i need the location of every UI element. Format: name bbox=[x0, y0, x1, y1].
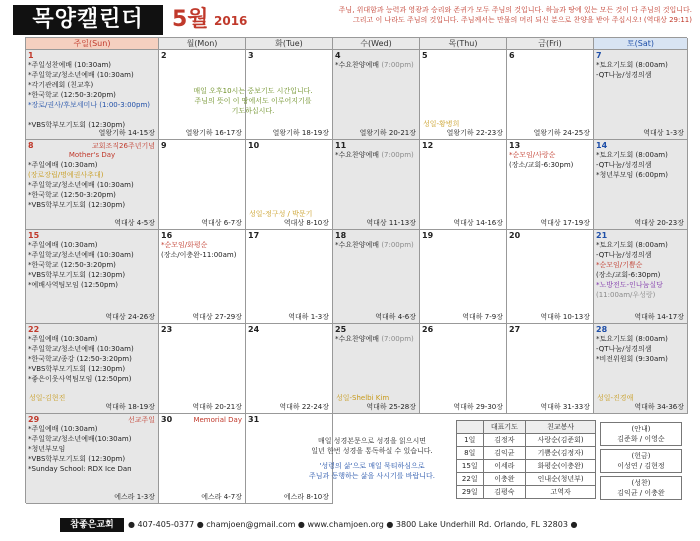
duty-cell: 29일 bbox=[457, 486, 484, 499]
guide-label: (성찬) bbox=[631, 479, 651, 487]
duty-note: 성일-Shelbi Kim bbox=[336, 394, 390, 402]
event-line bbox=[28, 281, 156, 290]
event-text: *토요기도회 (8:00am) bbox=[596, 335, 668, 343]
event-line bbox=[596, 271, 685, 280]
month-label: 5월 bbox=[172, 7, 209, 32]
event-line bbox=[596, 71, 685, 80]
bible-reading: 역대상 6-7장 bbox=[201, 219, 242, 227]
day-number: 30 bbox=[161, 415, 173, 424]
event-text: *VBS학부모기도회 (12:30pm) bbox=[28, 365, 126, 373]
duty-cell: 이충완 bbox=[483, 473, 526, 486]
weekday-header: 금(Fri) bbox=[507, 38, 594, 50]
guide-names: 김익균 / 이충완 bbox=[617, 489, 665, 497]
guide-box bbox=[600, 476, 682, 500]
bible-reading: 역대하 20-21장 bbox=[192, 403, 242, 411]
duty-cell: 8일 bbox=[457, 447, 484, 460]
event-text: *한국학교 (12:50-3:20pm) bbox=[28, 261, 116, 269]
guide-names: 이성연 / 김현정 bbox=[617, 462, 665, 470]
bible-reading: 역대상 17-19장 bbox=[540, 219, 590, 227]
duty-cell: 기쁨순(김정자) bbox=[526, 447, 596, 460]
bible-reading: 역대하 14-17장 bbox=[634, 313, 684, 321]
event-text: *주일예배 (10:30am) bbox=[28, 425, 98, 433]
event-line bbox=[509, 161, 591, 170]
event-time: (7:00pm) bbox=[381, 335, 414, 343]
event-text: *순모임/화평순 bbox=[161, 241, 208, 249]
duty-row bbox=[457, 473, 596, 486]
event-line bbox=[28, 81, 156, 90]
day-number: 3 bbox=[248, 51, 254, 60]
day-cell bbox=[594, 324, 688, 414]
day-number: 28 bbox=[596, 325, 608, 334]
bible-reading: 역대하 34-36장 bbox=[634, 403, 684, 411]
duty-row bbox=[457, 434, 596, 447]
event-text: *청년부모임 bbox=[28, 445, 66, 453]
day-event-title: 교회조직26주년기념 bbox=[91, 142, 155, 150]
event-time: (7:00pm) bbox=[381, 241, 414, 249]
day-number: 7 bbox=[596, 51, 602, 60]
prayer-note bbox=[183, 86, 323, 116]
calendar-title: 목양캘린더 bbox=[13, 5, 163, 35]
day-number: 25 bbox=[335, 325, 347, 334]
event-text: *수요찬양예배 bbox=[335, 241, 382, 249]
verse-line: 그리고 이 나라도 주님의 것입니다. 주님께서는 만물의 머리 되신 분으로 찬양을 받아 주십시오! (역대상 29:11) bbox=[352, 16, 692, 24]
event-line bbox=[596, 291, 685, 300]
duty-cell: 인내순(청년부) bbox=[526, 473, 596, 486]
event-text: *비전위원회 (9:30am) bbox=[596, 355, 668, 363]
event-text: *한국학교/종강 (12:50-3:20pm) bbox=[28, 355, 132, 363]
bible-reading: 에스라 8-10장 bbox=[283, 493, 329, 501]
bible-reading: 역대하 25-28장 bbox=[366, 403, 416, 411]
notice-line: 일년 한번 성경을 통독하실 수 있습니다. bbox=[311, 447, 433, 455]
event-text: *한국학교 (12:50-3:20pm) bbox=[28, 91, 116, 99]
day-number: 27 bbox=[509, 325, 521, 334]
weekday-header: 월(Mon) bbox=[159, 38, 246, 50]
event-text: *노방전도-인나눔실당 bbox=[596, 281, 663, 289]
event-line bbox=[596, 161, 685, 170]
event-line bbox=[596, 241, 685, 250]
event-text: *주일학교/청소년예배 (10:30am) bbox=[28, 181, 134, 189]
day-cell bbox=[420, 230, 507, 324]
year-label: 2016 bbox=[214, 14, 248, 28]
event-line bbox=[335, 241, 417, 250]
day-cell bbox=[420, 324, 507, 414]
day-number: 6 bbox=[509, 51, 515, 60]
event-line bbox=[28, 71, 156, 80]
event-text: *주일학교/청소년예배 (10:30am) bbox=[28, 345, 134, 353]
event-text: *수요찬양예배 bbox=[335, 61, 382, 69]
event-line bbox=[335, 151, 417, 160]
duty-row bbox=[457, 447, 596, 460]
event-text: *주일예배 (10:30am) bbox=[28, 241, 98, 249]
event-line bbox=[596, 171, 685, 180]
event-text: -QT나눔/성경의샘 bbox=[596, 161, 652, 169]
event-line bbox=[28, 375, 156, 384]
event-line bbox=[596, 151, 685, 160]
duty-header: 대표기도 bbox=[483, 421, 526, 434]
bible-reading: 역대하 1-3장 bbox=[288, 313, 329, 321]
event-line bbox=[596, 281, 685, 290]
day-number: 1 bbox=[28, 51, 34, 60]
duty-table bbox=[456, 420, 596, 499]
event-text: -QT나눔/성경의샘 bbox=[596, 71, 652, 79]
day-cell bbox=[507, 140, 594, 230]
weekday-header: 토(Sat) bbox=[594, 38, 688, 50]
duty-cell: 사랑순(김준회) bbox=[526, 434, 596, 447]
day-cell bbox=[333, 50, 420, 140]
day-cell bbox=[26, 140, 159, 230]
duty-row bbox=[457, 460, 596, 473]
day-cell bbox=[333, 324, 420, 414]
event-text: *좋은이웃사역팀모임 (12:50pm) bbox=[28, 375, 132, 383]
day-number: 9 bbox=[161, 141, 167, 150]
day-cell bbox=[333, 230, 420, 324]
day-number: 17 bbox=[248, 231, 260, 240]
event-line bbox=[28, 101, 156, 110]
event-line bbox=[28, 161, 156, 170]
prayer-note-line: 기도하십시다. bbox=[231, 107, 275, 115]
notice-line: 매일 성경본문으로 성경을 읽으시면 bbox=[317, 437, 427, 445]
event-line bbox=[28, 445, 156, 454]
day-cell bbox=[246, 230, 333, 324]
day-number: 24 bbox=[248, 325, 260, 334]
calendar-header bbox=[0, 0, 700, 38]
event-text: *토요기도회 (8:00am) bbox=[596, 151, 668, 159]
guide-label: (헌금) bbox=[631, 452, 651, 460]
event-text: *VBS학부모기도회 (12:30pm) bbox=[28, 121, 126, 129]
day-cell bbox=[420, 140, 507, 230]
event-line bbox=[28, 345, 156, 354]
day-cell bbox=[159, 324, 246, 414]
event-text: *청년부모임 (6:00pm) bbox=[596, 171, 668, 179]
event-time: (7:00pm) bbox=[381, 151, 414, 159]
day-cell bbox=[594, 50, 688, 140]
footer bbox=[0, 518, 700, 532]
weekday-header: 수(Wed) bbox=[333, 38, 420, 50]
event-line bbox=[28, 335, 156, 344]
day-number: 22 bbox=[28, 325, 40, 334]
event-text: (장소/이충완-11:00am) bbox=[161, 251, 237, 259]
duty-header: 친교봉사 bbox=[526, 421, 596, 434]
bible-reading: 에스라 1-3장 bbox=[114, 493, 155, 501]
guide-box bbox=[600, 449, 682, 473]
day-cell bbox=[246, 324, 333, 414]
event-line bbox=[28, 181, 156, 190]
day-number: 5 bbox=[422, 51, 428, 60]
duty-cell: 화평순(이충완) bbox=[526, 460, 596, 473]
day-number: 15 bbox=[28, 231, 40, 240]
day-number: 12 bbox=[422, 141, 434, 150]
bible-reading: 열왕기하 18-19장 bbox=[272, 129, 329, 137]
day-number: 20 bbox=[509, 231, 521, 240]
prayer-note-line: 주님의 뜻이 이 땅에서도 이루어지기를 bbox=[194, 97, 312, 105]
bible-reading: 열왕기하 20-21장 bbox=[359, 129, 416, 137]
event-text: *주일학교/청소년예배(10:30am) bbox=[28, 435, 132, 443]
event-text: *한국학교 (12:50-3:20pm) bbox=[28, 191, 116, 199]
event-text: (장로장립/명예권사추대) bbox=[28, 171, 104, 179]
day-number: 14 bbox=[596, 141, 608, 150]
verse-line: 주님, 위대함과 능력과 영광과 승리와 존귀가 모두 주님의 것입니다. 하늘과 땅에 있는 모든 것이 다 주님의 것입니다. bbox=[338, 6, 692, 14]
bible-reading: 역대하 31-33장 bbox=[540, 403, 590, 411]
event-line bbox=[161, 251, 243, 260]
day-number: 10 bbox=[248, 141, 260, 150]
day-cell bbox=[507, 50, 594, 140]
day-number: 11 bbox=[335, 141, 347, 150]
event-line bbox=[509, 151, 591, 160]
bible-reading: 역대하 4-6장 bbox=[375, 313, 416, 321]
event-text: (장소/교회-6:30pm) bbox=[509, 161, 574, 169]
day-event-title: 선교주일 bbox=[127, 416, 155, 424]
duty-cell: 고역자 bbox=[526, 486, 596, 499]
duty-cell: 김익균 bbox=[483, 447, 526, 460]
day-cell bbox=[594, 230, 688, 324]
event-line bbox=[596, 261, 685, 270]
event-line bbox=[161, 241, 243, 250]
event-text: *주일예배 (10:30am) bbox=[28, 335, 98, 343]
guide-names: 김준화 / 이영순 bbox=[617, 435, 665, 443]
day-number: 4 bbox=[335, 51, 341, 60]
event-text: (11:00am/우성랑) bbox=[596, 291, 656, 299]
event-text: *VBS학부모기도회 (12:30pm) bbox=[28, 455, 126, 463]
day-number: 19 bbox=[422, 231, 434, 240]
event-line bbox=[335, 335, 417, 344]
bible-reading: 에스라 4-7장 bbox=[201, 493, 242, 501]
bible-reading: 역대상 8-10장 bbox=[283, 219, 329, 227]
event-line bbox=[28, 261, 156, 270]
event-text: *각기관례회 (친교후) bbox=[28, 81, 94, 89]
duty-cell: 김정자 bbox=[483, 434, 526, 447]
duty-cell: 22일 bbox=[457, 473, 484, 486]
day-number: 8 bbox=[28, 141, 34, 150]
event-line bbox=[28, 151, 156, 160]
event-line bbox=[28, 241, 156, 250]
event-line bbox=[28, 61, 156, 70]
event-text: *수요찬양예배 bbox=[335, 335, 382, 343]
day-cell bbox=[26, 324, 159, 414]
day-cell bbox=[159, 230, 246, 324]
event-text: *VBS학부모기도회 (12:30pm) bbox=[28, 271, 126, 279]
event-text: -QT나눔/성경의샘 bbox=[596, 345, 652, 353]
duty-row bbox=[457, 486, 596, 499]
event-text: *주일예배 (10:30am) bbox=[28, 161, 98, 169]
bible-reading: 역대상 4-5장 bbox=[114, 219, 155, 227]
day-number: 18 bbox=[335, 231, 347, 240]
day-number: 26 bbox=[422, 325, 434, 334]
header-verse bbox=[262, 5, 692, 25]
day-number: 13 bbox=[509, 141, 521, 150]
bible-reading: 열왕기하 24-25장 bbox=[533, 129, 590, 137]
guide-boxes bbox=[600, 422, 682, 503]
event-line bbox=[28, 91, 156, 100]
duty-cell: 이세라 bbox=[483, 460, 526, 473]
event-text: *주일학교/청소년예배 (10:30am) bbox=[28, 251, 134, 259]
event-text: *주일학교/청소년예배 (10:30am) bbox=[28, 71, 134, 79]
day-number: 31 bbox=[248, 415, 260, 424]
day-cell bbox=[159, 414, 246, 504]
bible-reading: 역대상 24-26장 bbox=[105, 313, 155, 321]
duty-cell: 1일 bbox=[457, 434, 484, 447]
event-line bbox=[596, 355, 685, 364]
event-text: *토요기도회 (8:00am) bbox=[596, 241, 668, 249]
event-line bbox=[28, 191, 156, 200]
duty-note: 성일-김현진 bbox=[29, 394, 66, 402]
bible-reading: 역대상 27-29장 bbox=[192, 313, 242, 321]
weekday-header: 화(Tue) bbox=[246, 38, 333, 50]
event-line bbox=[596, 61, 685, 70]
duty-note: 성일-진경애 bbox=[597, 394, 634, 402]
bible-reading: 역대하 7-9장 bbox=[462, 313, 503, 321]
weekday-header: 주일(Sun) bbox=[26, 38, 159, 50]
event-line bbox=[596, 345, 685, 354]
day-cell bbox=[507, 324, 594, 414]
day-cell bbox=[333, 140, 420, 230]
day-cell bbox=[507, 230, 594, 324]
event-line bbox=[28, 365, 156, 374]
day-cell bbox=[594, 140, 688, 230]
event-text: *Sunday School: RDX Ice Dan bbox=[28, 465, 132, 473]
duty-note: 성일-황병희 bbox=[423, 120, 460, 128]
day-cell bbox=[159, 140, 246, 230]
duty-cell: 15일 bbox=[457, 460, 484, 473]
event-text: -QT나눔/성경의샘 bbox=[596, 251, 652, 259]
church-name: 참좋은교회 bbox=[60, 518, 124, 532]
event-line bbox=[28, 201, 156, 210]
duty-note: 성일-정구성 / 박문기 bbox=[249, 210, 313, 218]
duty-header bbox=[457, 421, 484, 434]
church-contact: ● 407-405-0377 ● chamjoen@gmail.com ● www.chamjoen.org ● 3800 Lake Underhill Rd. Orlando, FL 32803 ● bbox=[128, 520, 578, 529]
event-text: *주일성찬예배 (10:30am) bbox=[28, 61, 112, 69]
event-text: *순모임/기쁨순 bbox=[596, 261, 643, 269]
bible-reading: 열왕기하 16-17장 bbox=[185, 129, 242, 137]
event-text: *예배사역팀모임 (12:50pm) bbox=[28, 281, 118, 289]
event-line bbox=[596, 335, 685, 344]
day-number: 29 bbox=[28, 415, 40, 424]
bible-reading: 역대상 14-16장 bbox=[453, 219, 503, 227]
event-text: (장소/교회-6:30pm) bbox=[596, 271, 661, 279]
event-time: (7:00pm) bbox=[381, 61, 414, 69]
bible-reading: 역대하 29-30장 bbox=[453, 403, 503, 411]
event-line bbox=[335, 61, 417, 70]
event-line bbox=[28, 355, 156, 364]
weekday-header: 목(Thu) bbox=[420, 38, 507, 50]
bible-reading: 열왕기하 22-23장 bbox=[446, 129, 503, 137]
duty-cell: 김평숙 bbox=[483, 486, 526, 499]
day-number: 16 bbox=[161, 231, 173, 240]
event-line bbox=[28, 465, 156, 474]
event-text: *순모임/사랑순 bbox=[509, 151, 556, 159]
day-cell bbox=[26, 230, 159, 324]
event-text: *장로/권사/후보세미나 (1:00-3:00pm) bbox=[28, 101, 150, 109]
notice-line: '성령의 삶'으로 매일 묵티하심으로 bbox=[319, 462, 425, 470]
event-line bbox=[28, 435, 156, 444]
duty-header-row bbox=[457, 421, 596, 434]
event-text: *수요찬양예배 bbox=[335, 151, 382, 159]
bible-reading: 역대하 22-24장 bbox=[279, 403, 329, 411]
day-number: 21 bbox=[596, 231, 608, 240]
day-cell bbox=[26, 414, 159, 504]
bible-reading: 역대상 20-23장 bbox=[634, 219, 684, 227]
event-line bbox=[28, 171, 156, 180]
bible-reading: 역대하 18-19장 bbox=[105, 403, 155, 411]
guide-box bbox=[600, 422, 682, 446]
day-event-title: Memorial Day bbox=[193, 416, 242, 424]
prayer-note-line: 매일 오후10시는 중보기도 시간입니다. bbox=[193, 87, 313, 95]
event-line bbox=[28, 425, 156, 434]
day-number: 23 bbox=[161, 325, 173, 334]
day-cell bbox=[26, 50, 159, 140]
event-line bbox=[28, 455, 156, 464]
bible-reading: 역대상 1-3장 bbox=[643, 129, 684, 137]
reading-notice bbox=[287, 436, 457, 481]
event-line bbox=[28, 251, 156, 260]
event-line bbox=[28, 271, 156, 280]
day-number: 2 bbox=[161, 51, 167, 60]
bible-reading: 역대상 11-13장 bbox=[366, 219, 416, 227]
day-cell bbox=[246, 140, 333, 230]
event-line bbox=[596, 251, 685, 260]
bible-reading: 역대하 10-13장 bbox=[540, 313, 590, 321]
day-cell bbox=[420, 50, 507, 140]
notice-line: 주님과 동행하는 삶을 사시기를 바랍니다. bbox=[308, 472, 436, 480]
bible-reading: 열왕기하 14-15장 bbox=[98, 129, 155, 137]
event-text: *VBS학부모기도회 (12:30pm) bbox=[28, 201, 126, 209]
event-text: *토요기도회 (8:00am) bbox=[596, 61, 668, 69]
guide-label: (안내) bbox=[631, 425, 651, 433]
event-highlight: Mother's Day bbox=[68, 151, 116, 159]
